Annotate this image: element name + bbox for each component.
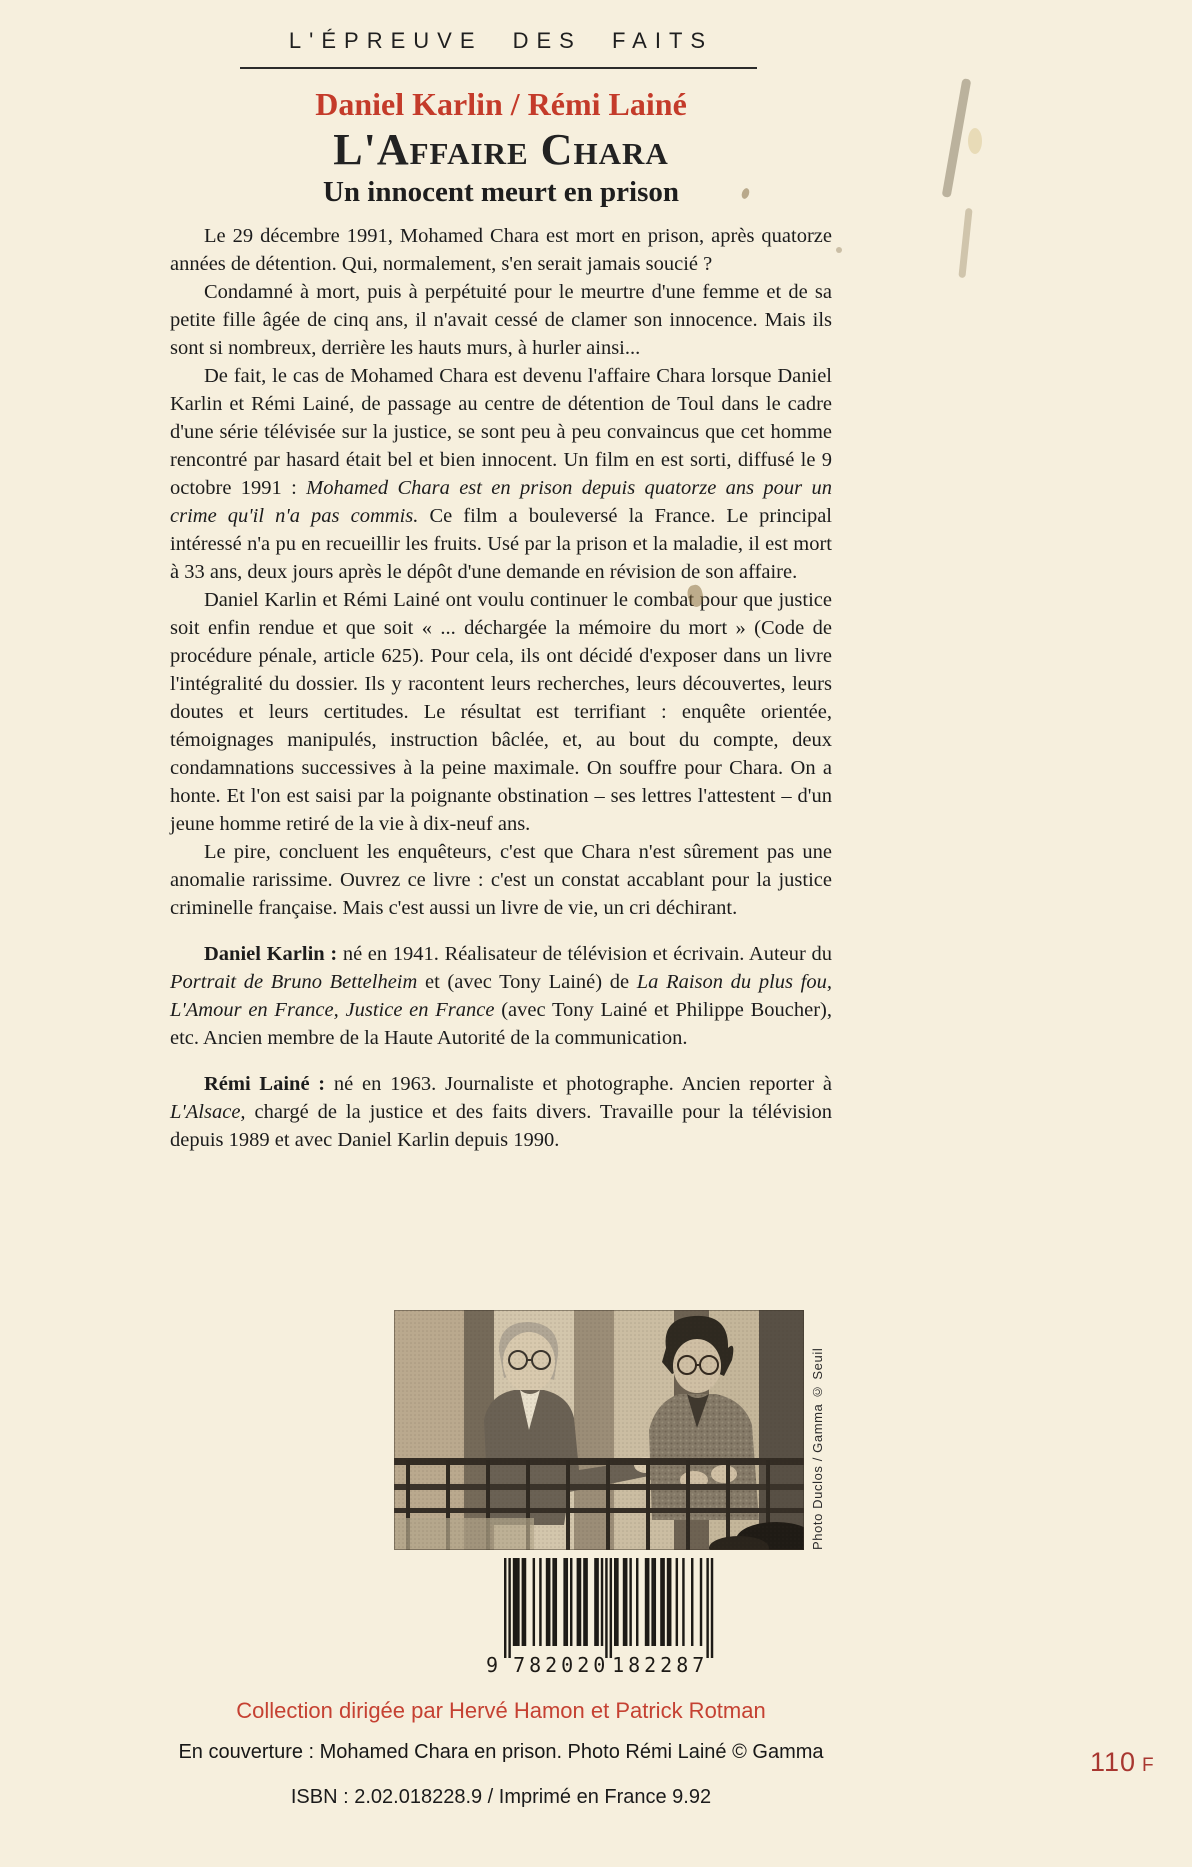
- price: [1090, 1747, 1154, 1778]
- author-bio-paragraph: Rémi Lainé : né en 1963. Journaliste et photographe. Ancien reporter à L'Alsace, chargé de la justice et des faits divers. Travaille pour la télévision depuis 1989 et avec Daniel Karlin depuis 1990.: [170, 1073, 832, 1151]
- collection-header: L'ÉPREUVE DES FAITS: [288, 28, 714, 53]
- svg-text:9: 9: [486, 1653, 503, 1677]
- isbn-barcode: [486, 1556, 718, 1678]
- header-rule: [240, 67, 757, 69]
- svg-text:782020: 782020: [513, 1653, 610, 1677]
- photo-block: [394, 1310, 825, 1550]
- scan-artifact: [836, 247, 842, 253]
- authors-photo: [394, 1310, 804, 1550]
- price-currency: F: [1142, 1755, 1154, 1776]
- synopsis: [170, 222, 832, 922]
- book-title: L'Affaire Chara: [333, 125, 669, 174]
- authors-line: Daniel Karlin / Rémi Lainé: [315, 86, 687, 122]
- book-subtitle: Un innocent meurt en prison: [322, 176, 680, 208]
- isbn-line: ISBN : 2.02.018228.9 / Imprimé en France 9.92: [290, 1786, 712, 1808]
- back-cover-text: [170, 222, 832, 1154]
- author-bios: [170, 940, 832, 1154]
- collection-line: Collection dirigée par Hervé Hamon et Patrick Rotman: [236, 1698, 766, 1723]
- synopsis-paragraph: Le 29 décembre 1991, Mohamed Chara est mort en prison, après quatorze années de détention. Qui, normalement, s'en serait jamais soucié ?: [170, 225, 832, 275]
- svg-text:182287: 182287: [612, 1653, 709, 1677]
- synopsis-paragraph: De fait, le cas de Mohamed Chara est devenu l'affaire Chara lorsque Daniel Karlin et Rémi Lainé, de passage au centre de détention de Toul dans le cadre d'une série télévisée sur la justice, se sont peu à peu convaincus que cet homme rencontré par hasard était bel et bien innocent. Un film en est sorti, diffusé le 9 octobre 1991 : Mohamed Chara est en prison depuis quatorze ans pour un crime qu'il n'a pas commis. Ce film a bouleversé la France. Le principal intéressé n'a pu en recueillir les fruits. Usé par la prison et la maladie, il est mort à 33 ans, deux jours après le dépôt d'une demande en révision de son affaire.: [170, 365, 832, 583]
- synopsis-paragraph: Daniel Karlin et Rémi Lainé ont voulu continuer le combat pour que justice soit enfin rendue et que soit « ... déchargée la mémoire du mort » (Code de procédure pénale, article 625). Pour cela, ils ont décidé d'exposer dans un livre l'intégralité du dossier. Ils y racontent leurs recherches, leurs découvertes, leurs doutes et leurs certitudes. Le résultat est terrifiant : enquête orientée, témoignages manipulés, instruction bâclée, et, au bout du compte, deux condamnations successives à la peine maximale. On souffre pour Chara. On a honte. Et l'on est saisi par la poignante obstination – ses lettres l'attestent – d'un jeune homme retiré de la vie à dix-neuf ans.: [170, 589, 832, 835]
- author-bio-paragraph: Daniel Karlin : né en 1941. Réalisateur de télévision et écrivain. Auteur du Portrait de Bruno Bettelheim et (avec Tony Lainé) de La Raison du plus fou, L'Amour en France, Justice en France (avec Tony Lainé et Philippe Boucher), etc. Ancien membre de la Haute Autorité de la communication.: [170, 943, 833, 1049]
- scan-artifact: [958, 208, 972, 278]
- price-amount: 110: [1090, 1747, 1137, 1777]
- synopsis-paragraph: Le pire, concluent les enquêteurs, c'est que Chara n'est sûrement pas une anomalie rarissime. Ouvrez ce livre : c'est un constat accablant pour la justice criminelle française. Mais c'est aussi un livre de vie, un cri déchirant.: [170, 841, 832, 919]
- photo-credit: Photo Duclos / Gamma © Seuil: [810, 1347, 825, 1550]
- synopsis-paragraph: Condamné à mort, puis à perpétuité pour le meurtre d'une femme et de sa petite fille âgée de cinq ans, il n'avait cessé de clamer son innocence. Mais ils sont si nombreux, derrière les hauts murs, à hurler ainsi...: [170, 281, 832, 359]
- cover-credit-line: En couverture : Mohamed Chara en prison. Photo Rémi Lainé © Gamma: [178, 1741, 824, 1763]
